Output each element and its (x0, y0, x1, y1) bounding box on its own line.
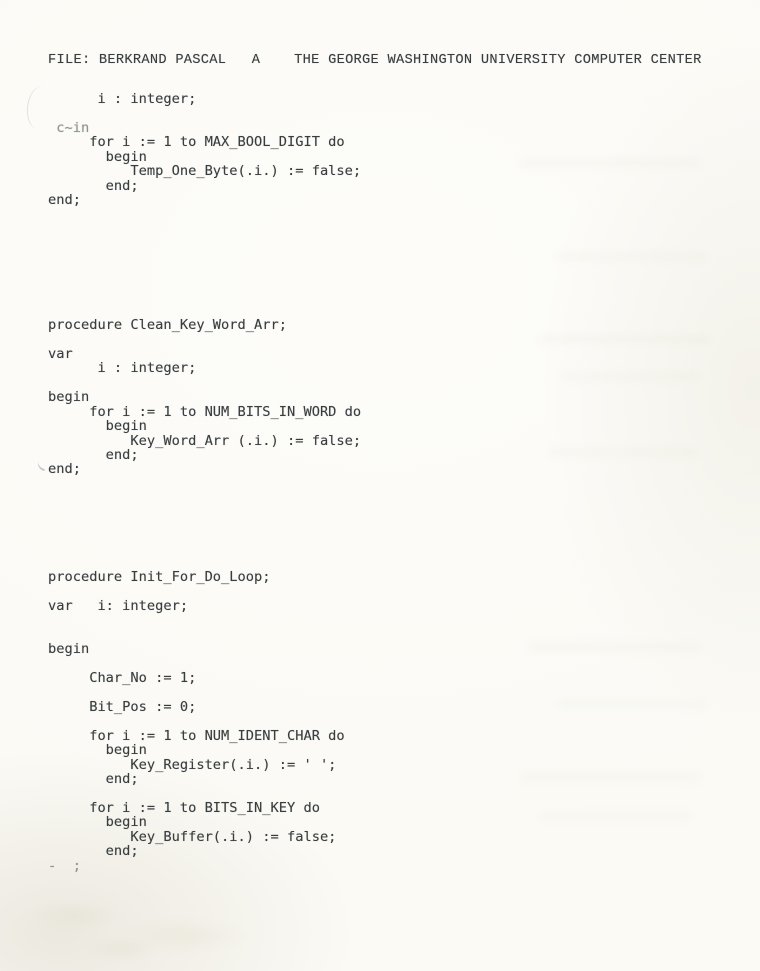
ink-bleed-artifact (520, 158, 700, 168)
ink-bleed-artifact (556, 700, 706, 709)
ink-bleed-artifact (520, 772, 700, 782)
code-line: Key_Buffer(.i.) := false; (48, 828, 337, 845)
code-line (48, 686, 345, 700)
code-line: begin (48, 148, 147, 165)
code-line: i : integer; (48, 360, 197, 377)
code-line: var i: integer; (48, 597, 189, 614)
code-line: - ; (48, 857, 81, 874)
ink-bleed-artifact (556, 252, 706, 261)
code-block-temp-one-byte-init (48, 92, 361, 208)
ink-bleed-artifact (540, 812, 690, 821)
code-line (48, 628, 345, 642)
code-line: for i := 1 to BITS_IN_KEY do (48, 800, 320, 816)
code-line: Key_Register(.i.) := ' '; (48, 756, 337, 773)
code-line: var (48, 345, 73, 362)
code-line: begin (48, 389, 90, 406)
code-line (48, 613, 345, 627)
code-line (48, 376, 361, 390)
code-line: begin (48, 641, 90, 658)
printout-header: FILE: BERKRAND PASCAL A THE GEORGE WASHINGTON UNIVERSITY COMPUTER CENTER (48, 53, 702, 68)
scan-arc-artifact (25, 85, 56, 132)
code-line: begin (48, 742, 147, 759)
code-line (48, 584, 345, 598)
code-line: for i := 1 to MAX_BOOL_DIGIT do (48, 134, 345, 151)
code-line: i : integer; (48, 91, 197, 107)
scan-tick-artifact (36, 460, 47, 471)
ink-bleed-artifact (530, 642, 700, 652)
code-line: for i := 1 to NUM_IDENT_CHAR do (48, 727, 345, 744)
code-line: for i := 1 to NUM_BITS_IN_WORD do (48, 403, 362, 420)
ink-bleed-artifact (540, 334, 710, 344)
code-line: Char_No := 1; (48, 670, 197, 687)
code-line: end; (48, 771, 139, 788)
code-line: Temp_One_Byte(.i.) := false; (48, 163, 362, 180)
ink-bleed-artifact (560, 372, 700, 381)
code-line: begin (48, 814, 147, 831)
code-line: end; (48, 446, 139, 463)
code-line: end; (48, 843, 139, 860)
ink-bleed-artifact (548, 448, 698, 457)
code-line: procedure Init_For_Do_Loop; (48, 569, 271, 585)
code-line: begin (48, 418, 147, 435)
code-line: end; (48, 461, 81, 478)
code-line: c~in (48, 119, 90, 136)
code-block-clean-key-word-arr (48, 318, 361, 477)
code-block-init-for-do-loop (48, 570, 345, 873)
code-line (48, 657, 345, 671)
code-line (48, 332, 361, 346)
code-line: end; (48, 177, 139, 194)
code-line: Bit_Pos := 0; (48, 698, 197, 715)
code-line: Key_Word_Arr (.i.) := false; (48, 432, 362, 449)
paper-smudge-artifact (10, 896, 330, 962)
code-line: procedure Clean_Key_Word_Arr; (48, 317, 287, 333)
code-line (48, 106, 361, 120)
code-line (48, 714, 345, 728)
code-line (48, 787, 345, 801)
code-line: end; (48, 192, 81, 209)
